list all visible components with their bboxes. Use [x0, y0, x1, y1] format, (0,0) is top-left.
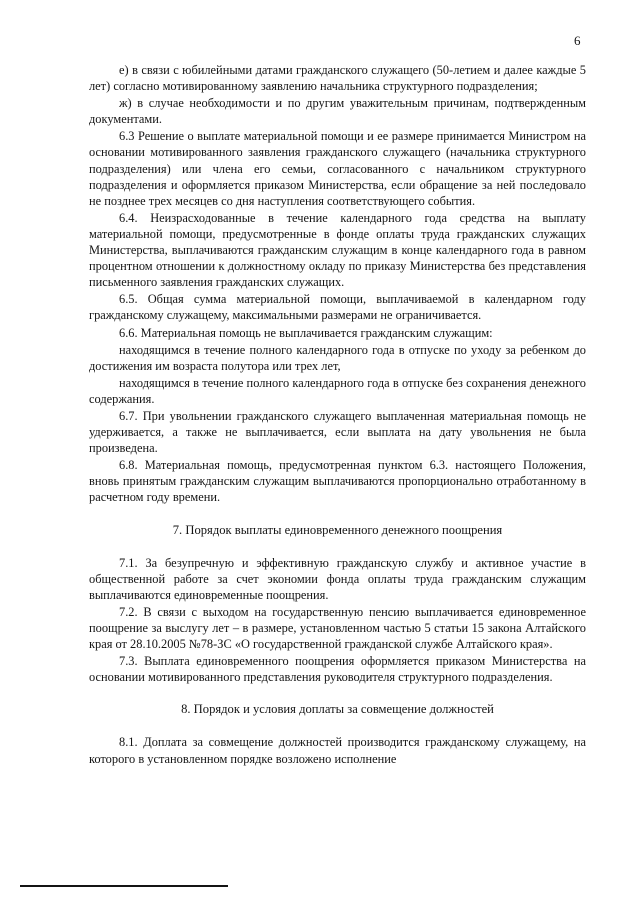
- paragraph: 6.6. Материальная помощь не выплачивается гражданским служащим:: [119, 325, 493, 340]
- paragraph: е) в связи с юбилейными датами гражданского служащего (50-летием и далее каждые 5 лет) согласно мотивированному заявлению начальника структурного подразделения;: [89, 63, 586, 94]
- paragraph: 6.8. Материальная помощь, предусмотренная пунктом 6.3. настоящего Положения, вновь принятым гражданским служащим выплачиваются пропорционально отработанному в расчетном году времени.: [89, 458, 586, 505]
- footnote-rule: [20, 885, 228, 887]
- paragraph: 6.3 Решение о выплате материальной помощи и ее размере принимается Министром на основании мотивированного заявления гражданского служащего (начальника структурного подразделения) или члена его семьи, согласованного с начальником структурного подразделения и оформляется приказом Министерства, если обращение за ней последовало не позднее трех месяцев со дня наступления соответствующего события.: [89, 129, 586, 208]
- paragraph: 6.4. Неизрасходованные в течение календарного года средства на выплату материальной помощи, предусмотренные в фонде оплаты труда гражданских служащих Министерства, выплачиваются гражданским служащим в конце календарного года в равном процентном отношении к должностному окладу по приказу Министерства без представления письменного заявления гражданских служащих.: [89, 210, 586, 290]
- paragraph: 8.1. Доплата за совмещение должностей производится гражданскому служащему, на которого в установленном порядке возложено исполнение: [89, 735, 586, 766]
- paragraph: 7.1. За безупречную и эффективную гражданскую службу и активное участие в общественной работе за счет экономии фонда оплаты труда гражданским служащим выплачиваются единовременные поощрения.: [89, 555, 586, 602]
- section-heading-8: 8. Порядок и условия доплаты за совмещение должностей: [181, 702, 494, 717]
- document-body: [89, 62, 586, 767]
- paragraph: 7.3. Выплата единовременного поощрения оформляется приказом Министерства на основании мотивированного представления руководителя структурного подразделения.: [89, 654, 586, 685]
- section-heading-7: 7. Порядок выплаты единовременного денежного поощрения: [172, 522, 503, 537]
- paragraph: 6.5. Общая сумма материальной помощи, выплачиваемой в календарном году гражданскому служащему, максимальными размерами не ограничивается.: [89, 292, 586, 323]
- paragraph: ж) в случае необходимости и по другим уважительным причинам, подтвержденным документами.: [89, 96, 586, 127]
- paragraph: 7.2. В связи с выходом на государственную пенсию выплачивается единовременное поощрение за выслугу лет – в размере, установленном частью 5 статьи 15 закона Алтайского края от 28.10.2005 №78-ЗС «О государственной гражданской службе Алтайского края».: [89, 604, 586, 652]
- paragraph: 6.7. При увольнении гражданского служащего выплаченная материальная помощь не удерживается, а также не выплачивается, если выплата на дату увольнения не была произведена.: [89, 408, 586, 456]
- paragraph: находящимся в течение полного календарного года в отпуске по уходу за ребенком до достижения им возраста полутора или трех лет,: [89, 342, 586, 373]
- page-number: 6: [574, 33, 581, 48]
- paragraph: находящимся в течение полного календарного года в отпуске без сохранения денежного содержания.: [89, 375, 586, 406]
